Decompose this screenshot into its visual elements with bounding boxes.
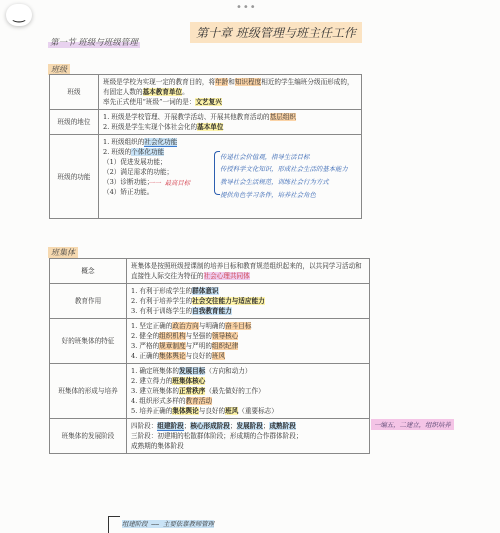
section-title: 第一节 班级与班级管理	[50, 38, 138, 48]
row-content: 1. 班级是学校管理、开展教学活动、开展其他教育活动的基层组织 2. 班级是学生实现个体社会化的基本单位	[99, 110, 362, 135]
row-label: 概念	[50, 259, 127, 284]
row-content: 1. 班级组织的社会化功能 2. 班级的个体化功能 （1）促进发展功能； （2）满足需求的功能； （3）诊断功能； （4）矫正功能。	[99, 135, 362, 219]
row-label: 班集体的发展阶段	[50, 419, 127, 454]
row-content: 班集体是按照班级授课制的培养目标和教育规范组织起来的，以共同学习活动和 直接性人际交往为特征的社会心理共同体	[127, 259, 370, 284]
row-label: 班级的地位	[50, 110, 99, 135]
row-content: 1. 确定班集体的发展目标（方向和动力） 2. 建立得力的班集体核心 3. 建立班集体的正常秩序（最先做好的工作） 4. 组织形式多样的教育活动 5. 培养正确的集体舆论与良好的班风（重要标志）	[127, 364, 370, 419]
chapter-title: 第十章 班级管理与班主任工作	[190, 22, 362, 43]
row-label: 班集体的形成与培养	[50, 364, 127, 419]
more-dots-icon[interactable]: •••	[236, 2, 257, 13]
table-row	[50, 259, 370, 284]
row-label: 好的班集体的特征	[50, 319, 127, 364]
row-label: 教育作用	[50, 284, 127, 319]
row-content: 1. 有利于形成学生的群体意识 2. 有利于培养学生的社会交往能力与适应能力 3. 有利于训练学生的自我教育能力	[127, 284, 370, 319]
bottom-bracket	[108, 516, 120, 533]
row-content: 班级是学校为实现一定的教育目的，将年龄和知识程度相近的学生编班分级而形成的， 有固定人数的基本教育单位。 率先正式使用“班级”一词的是：文艺复兴	[99, 75, 362, 110]
table-row	[50, 284, 370, 319]
table-row	[50, 75, 362, 110]
row-content: 四阶段：组建阶段；核心形成阶段；发展阶段；成熟阶段 三阶段：初建期的松散群体阶段；形成期的合作群体阶段； 成熟期的集体阶段	[127, 419, 370, 454]
note-formation-steps: 一编五，二建立，组织培养	[371, 419, 454, 430]
table-row	[50, 364, 370, 419]
top-bar	[0, 0, 500, 14]
back-button[interactable]	[6, 4, 32, 26]
tag-group: 班集体	[48, 247, 78, 258]
note-2: 传授科学文化知识，形成社会生活的基本能力	[220, 165, 348, 173]
table-row	[50, 319, 370, 364]
note-1: 传递社会价值观，指导生活目标	[220, 153, 310, 161]
row-content: 1. 坚定正确的政治方向与明确的奋斗目标 2. 健全的组织机构与坚强的领导核心 3. 严格的规章制度与严明的组织纪律 4. 正确的集体舆论与良好的班风	[127, 319, 370, 364]
note-3: 教导社会生活规范，训练社会行为方式	[220, 178, 329, 186]
note-highest-goal: 一一 最高目标	[148, 179, 191, 187]
back-icon: ‿	[13, 7, 25, 23]
tag-class: 班级	[48, 64, 70, 75]
note-bottom: 组建阶段 —— 主要依靠教师管理	[122, 520, 215, 528]
row-label: 班级	[50, 75, 99, 110]
group-table	[49, 258, 370, 454]
table-row	[50, 419, 370, 454]
table-row	[50, 110, 362, 135]
row-label: 班级的功能	[50, 135, 99, 219]
note-4: 提供角色学习条件，培养社会角色	[220, 191, 316, 199]
